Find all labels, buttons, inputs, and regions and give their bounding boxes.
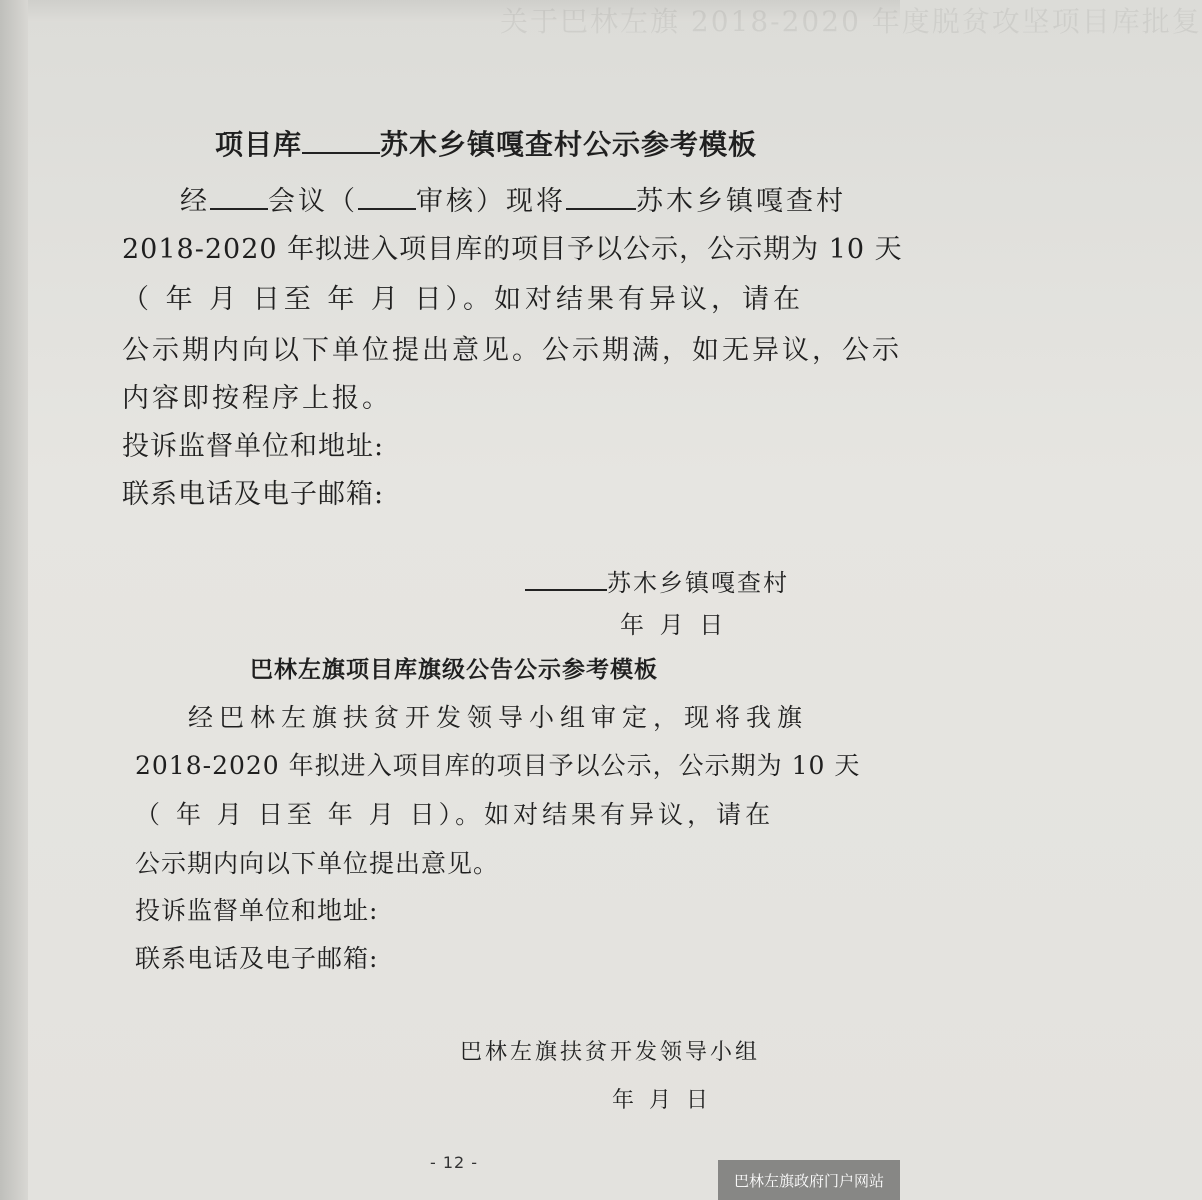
title-blank: [302, 126, 380, 154]
section2-complaint-label: 投诉监督单位和地址:: [135, 896, 379, 925]
section2-title: 巴林左旗项目库旗级公告公示参考模板: [250, 657, 658, 683]
section2-contact-label: 联系电话及电子邮箱:: [135, 944, 379, 973]
section1-title-part-b: 苏木乡镇嘎查村公示参考模板: [380, 128, 758, 161]
section2-paragraph-line1: 经巴林左旗扶贫开发领导小组审定，现将我旗: [188, 703, 809, 732]
bleed-through-text: 关于巴林左旗 2018-2020 年度脱贫攻坚项目库批复: [500, 5, 1202, 38]
town-blank: [566, 182, 636, 210]
section1-sign-org: 苏木乡镇嘎查村: [607, 569, 789, 597]
p1-part-b: 会议（: [268, 186, 358, 217]
section1-paragraph-line2: 2018-2020 年拟进入项目库的项目予以公示，公示期为 10 天: [122, 234, 903, 265]
p1-part-c: 审核）现将: [416, 186, 566, 217]
p1-part-d: 苏木乡镇嘎查村: [636, 186, 846, 217]
meeting-blank: [210, 182, 268, 210]
section2-sign-date: 年 月 日: [612, 1088, 712, 1113]
section1-paragraph-line1: [180, 182, 846, 220]
signature-blank: [525, 567, 607, 591]
section1-paragraph-line5: 内容即按程序上报。: [122, 383, 392, 414]
section1-sign-date: 年 月 日: [620, 611, 728, 639]
page-edge-left: [0, 0, 28, 1200]
p1-part-a: 经: [180, 186, 210, 217]
review-blank: [358, 182, 416, 210]
section1-paragraph-line4: 公示期内向以下单位提出意见。公示期满，如无异议，公示: [122, 335, 902, 366]
section1-complaint-label: 投诉监督单位和地址:: [122, 431, 385, 462]
section1-signature: [525, 565, 789, 601]
section2-paragraph-line3: （ 年 月 日至 年 月 日）。如对结果有异议，请在: [135, 800, 775, 829]
section2-paragraph-line2: 2018-2020 年拟进入项目库的项目予以公示，公示期为 10 天: [135, 751, 861, 780]
site-watermark: 巴林左旗政府门户网站: [718, 1160, 900, 1200]
section1-contact-label: 联系电话及电子邮箱:: [122, 479, 385, 510]
section1-paragraph-line3: （ 年 月 日至 年 月 日）。如对结果有异议，请在: [122, 284, 804, 315]
page-number: - 12 -: [430, 1153, 479, 1172]
section2-sign-org: 巴林左旗扶贫开发领导小组: [460, 1040, 761, 1065]
section1-title-part-a: 项目库: [215, 128, 303, 161]
section1-title: [215, 126, 757, 163]
section2-paragraph-line4: 公示期内向以下单位提出意见。: [135, 849, 500, 878]
